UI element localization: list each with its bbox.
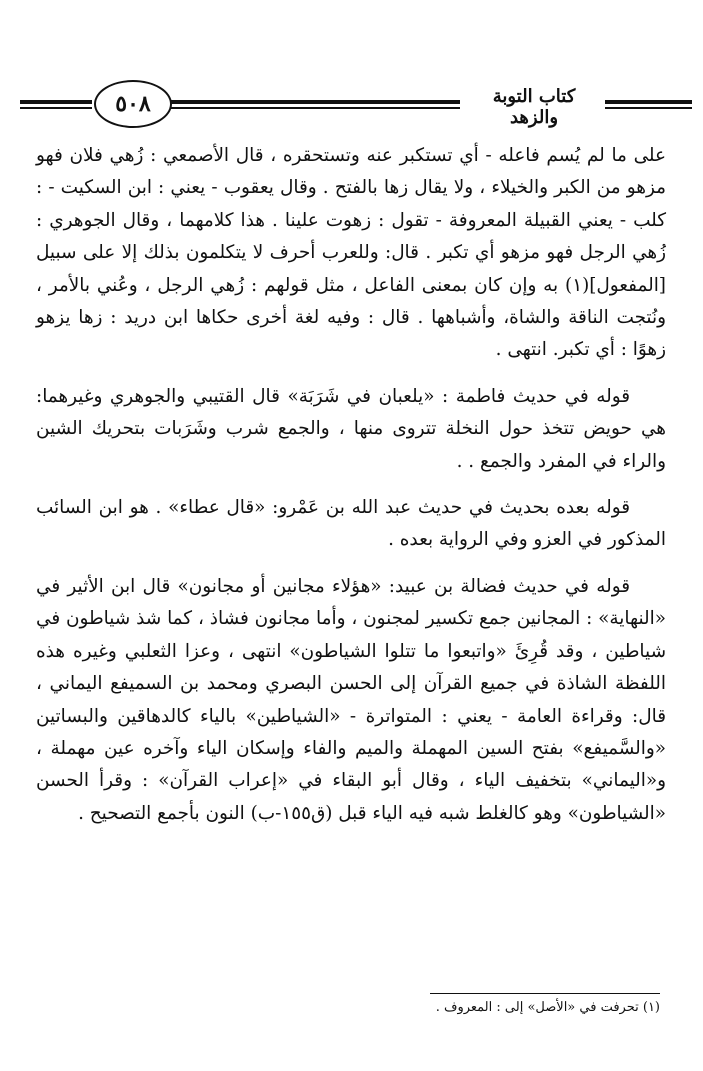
header-rule — [605, 107, 692, 109]
paragraph: على ما لم يُسم فاعله - أي تستكبر عنه وتستحقره ، قال الأصمعي : زُهي فلان فهو مزهو من الكبر والخيلاء ، ولا يقال زها بالفتح . وقال يعقوب - يعني : ابن السكيت - : كلب - يعني القبيلة المعروفة - تقول : زهوت علينا . هذا كلامهما ، وقال الجوهري : زُهي الرجل فهو مزهو أي تكبر . قال: وللعرب أحرف لا يتكلمون بذلك إلا على سبيل [المفعول](١) به وإن كان بمعنى الفاعل ، مثل قولهم : زُهي الرجل ، وعُني بالأمر ، ونُتجت الناقة والشاة، وأشباهها . قال : وفيه لغة أخرى حكاها ابن دريد : زها يزهو زهوًا : أي تكبر. انتهى . — [36, 145, 666, 361]
main-text — [36, 140, 666, 844]
header-rule — [20, 107, 92, 109]
book-title: كتاب التوبة والزهد — [492, 86, 576, 128]
header-rule — [170, 100, 460, 104]
paragraph: قوله بعده بحديث في حديث عبد الله بن عَمْرو: «قال عطاء» . هو ابن السائب المذكور في العزو وفي الرواية بعده . — [36, 497, 666, 551]
paragraph: قوله في حديث فضالة بن عبيد: «هؤلاء مجانين أو مجانون» قال ابن الأثير في «النهاية» : المجانين جمع تكسير لمجنون ، وأما مجانون فشاذ ، كما شذ شياطون في شياطين ، وقد قُرِئَ «واتبعوا ما تتلوا الشياطون» انتهى ، وعزا الثعلبي وغيره هذه اللفظة الشاذة في جميع القرآن إلى الحسن البصري ومحمد بن السميفع اليماني ، قال: وقراءة العامة - يعني : المتواترة - «الشياطين» بالياء كالدهاقين والبساتين «والسَّميفع» بفتح السين المهملة والميم والفاء وإسكان الياء وآخره عين مهملة ، و«اليماني» بتخفيف الياء ، وقال أبو البقاء في «إعراب القرآن» : وقرأ الحسن «الشياطون» وهو كالغلط شبه فيه الياء قبل (ق١٥٥-ب) النون بأجمع التصحيح . — [36, 575, 666, 824]
header-rule — [605, 100, 692, 104]
footnote-rule — [430, 993, 660, 994]
page-number: ٥٠٨ — [94, 80, 172, 128]
page-header — [20, 80, 692, 130]
header-rule — [20, 100, 92, 104]
paragraph: قوله في حديث فاطمة : «يلعبان في شَرَبَة» قال القتيبي والجوهري وغيرهما: هي حويض تتخذ حول النخلة تتروى منها ، والجمع شرب وشَرَبات بتحريك الشين والراء في المفرد والجمع . . — [36, 385, 666, 472]
header-rule — [170, 107, 460, 109]
footnote: (١) تحرفت في «الأصل» إلى : المعروف . — [435, 1000, 660, 1015]
